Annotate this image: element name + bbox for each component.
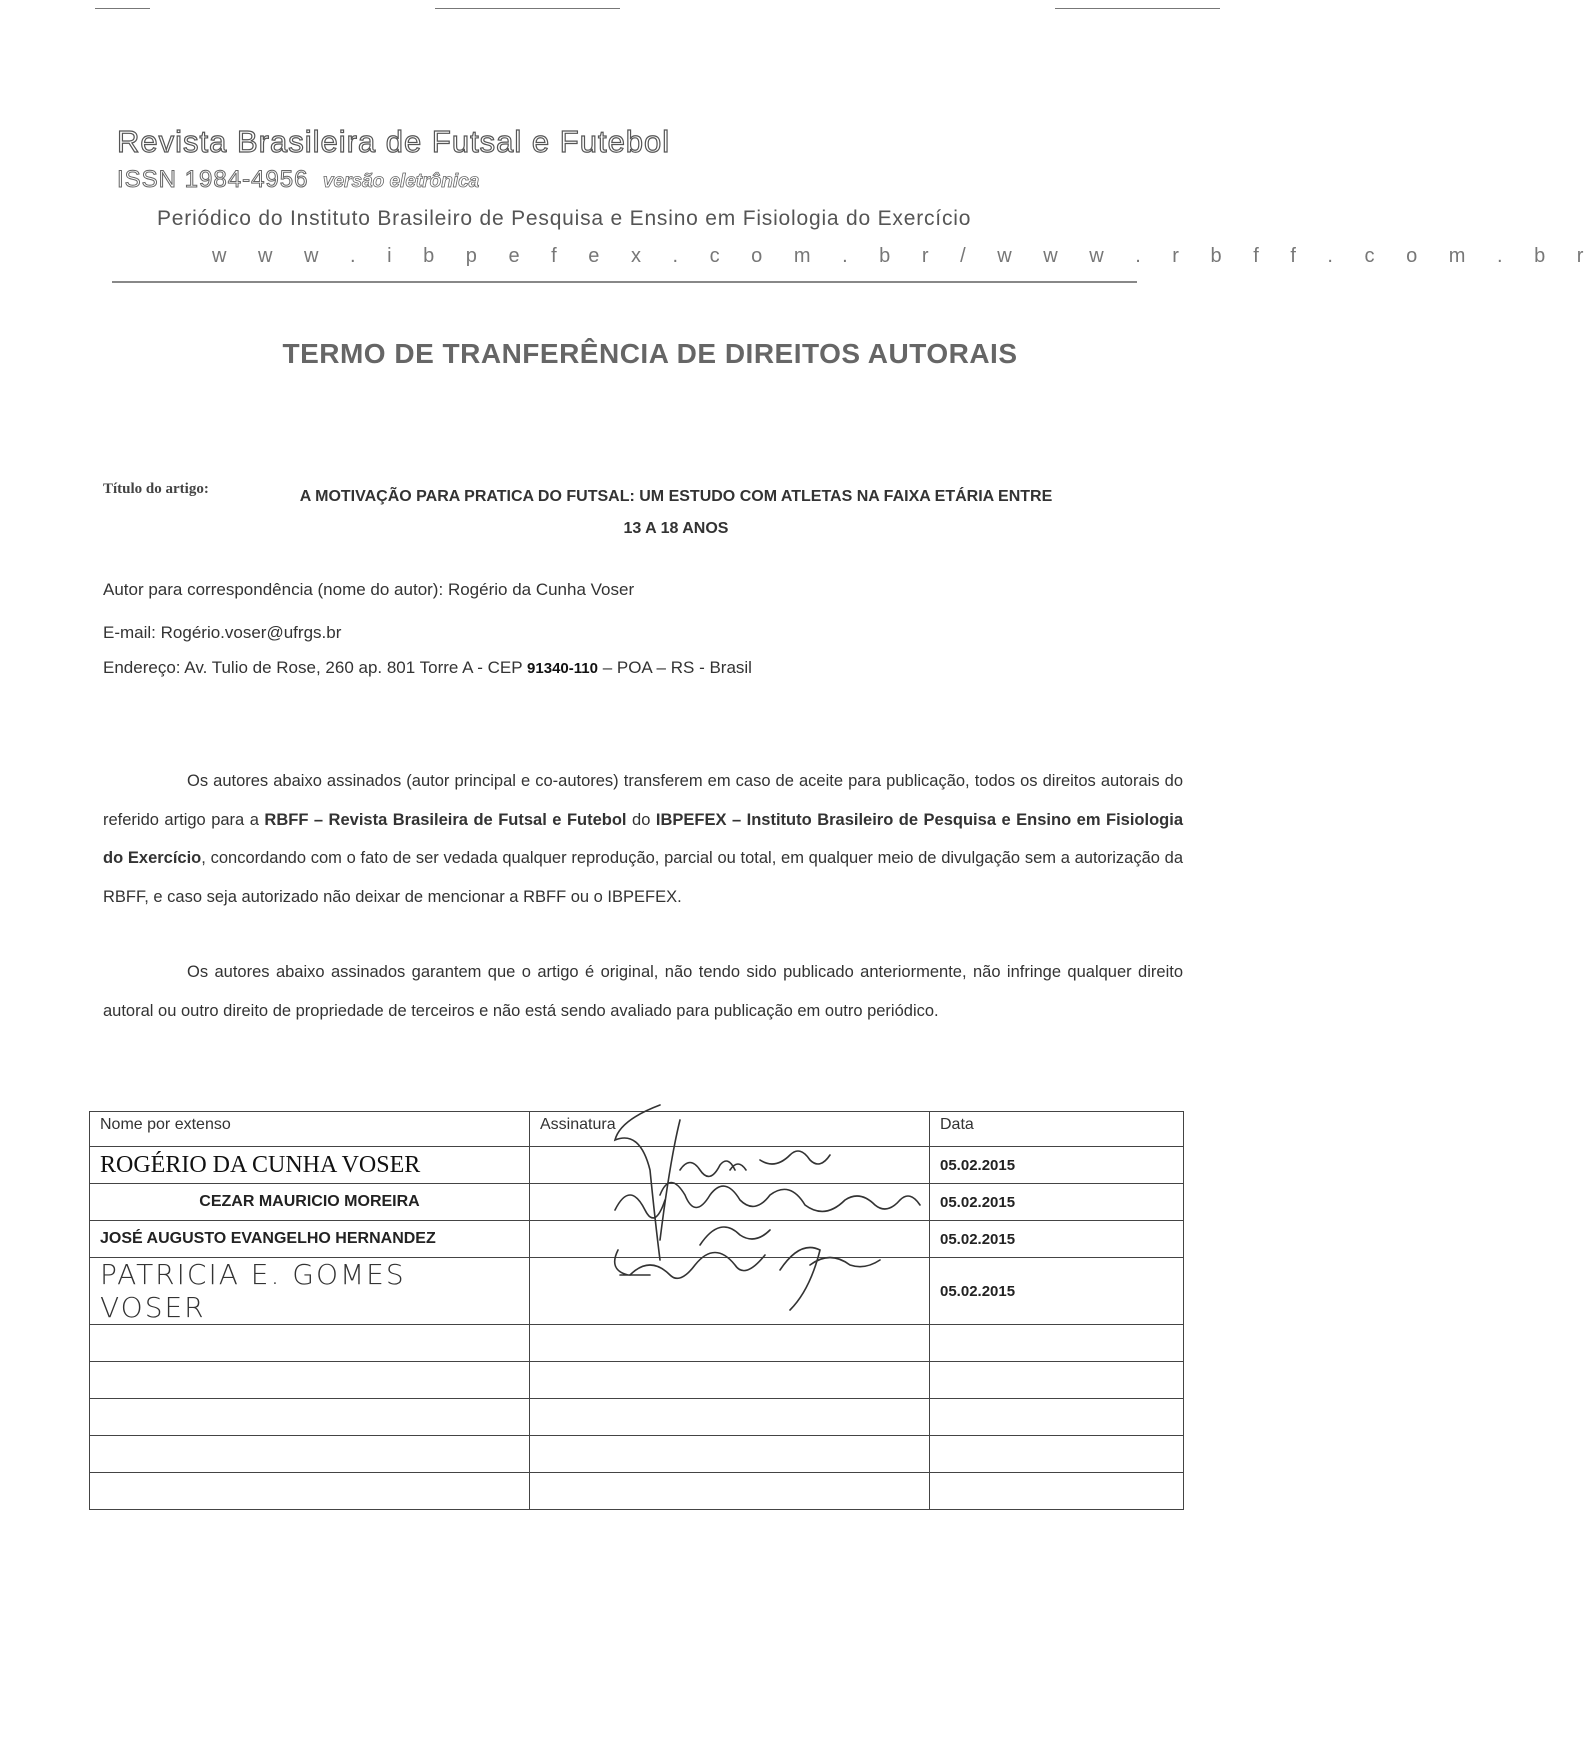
signature-table [89, 1111, 1184, 1510]
email-label: E-mail: [103, 623, 156, 642]
header-name: Nome por extenso [90, 1112, 530, 1147]
article-title-label: Título do artigo: [103, 481, 209, 497]
row-name: CEZAR MAURICIO MOREIRA [90, 1184, 530, 1221]
scan-line-left [95, 8, 150, 9]
address-part2: – POA – RS - Brasil [602, 658, 752, 677]
email-line [103, 623, 341, 643]
websites: w w w . i b p e f e x . c o m . b r / w w w . r b f f . c o m . b r [212, 245, 1596, 267]
scan-line-right [1055, 8, 1220, 9]
address-line [103, 658, 752, 678]
header-date: Data [930, 1112, 1184, 1147]
issn-row [117, 166, 479, 194]
p1-rbff: RBFF – Revista Brasileira de Futsal e Futebol [264, 810, 627, 829]
table-row [90, 1147, 1184, 1184]
journal-name: Revista Brasileira de Futsal e Futebol [117, 124, 671, 159]
table-row [90, 1221, 1184, 1258]
p1-ibpefex: IBPEFEX – Instituto Brasileiro de Pesquisa e Ensino em Fisiologia do Exercício [103, 810, 1183, 867]
issn-version: versão eletrônica [322, 171, 480, 192]
p1-text-b: do [632, 810, 651, 829]
row-date: 05.02.2015 [930, 1184, 1184, 1221]
p2-text: Os autores abaixo assinados garantem que o artigo é original, não tendo sido publicado anteriormente, não infringe qualquer direito autoral ou outro direito de propriedade de terceiros e não está sendo avaliado para publicação em outro periódico. [103, 963, 1183, 1020]
address-label: Endereço: [103, 658, 181, 677]
row-signature [530, 1221, 930, 1258]
scan-line-mid [435, 8, 620, 9]
row-name: JOSÉ AUGUSTO EVANGELHO HERNANDEZ [90, 1221, 530, 1258]
email-value: Rogério.voser@ufrgs.br [160, 623, 342, 642]
paragraph-transfer [103, 762, 1183, 916]
row-name: ROGÉRIO DA CUNHA VOSER [90, 1147, 530, 1184]
table-header-row [90, 1112, 1184, 1147]
header-signature: Assinatura [530, 1112, 930, 1147]
p1-text-c: , concordando com o fato de ser vedada qualquer reprodução, parcial ou total, em qualquer meio de divulgação sem a autorização da RBFF, e caso seja autorizado não deixar de mencionar a RBFF ou o IBPEFEX. [103, 849, 1184, 906]
table-row-empty [90, 1325, 1184, 1362]
article-title [271, 481, 1081, 545]
article-title-line1: A MOTIVAÇÃO PARA PRATICA DO FUTSAL: UM ESTUDO COM ATLETAS NA FAIXA ETÁRIA ENTRE [299, 488, 1053, 505]
table-row-empty [90, 1473, 1184, 1510]
table-row-empty [90, 1362, 1184, 1399]
author-name: Rogério da Cunha Voser [447, 580, 635, 599]
author-label: Autor para correspondência (nome do autor): [103, 580, 444, 599]
table-row-empty [90, 1399, 1184, 1436]
row-name: PATRICIA E. GOMES VOSER [90, 1258, 530, 1325]
address-part1: Av. Tulio de Rose, 260 ap. 801 Torre A - CEP [184, 658, 523, 677]
address-cep: 91340-110 [527, 660, 598, 677]
p1-text-a: Os autores abaixo assinados (autor principal e co-autores) transferem em caso de aceite para publicação, todos os direitos autorais do referido artigo para a [103, 772, 1183, 829]
row-date: 05.02.2015 [930, 1147, 1184, 1184]
periodico-subtitle: Periódico do Instituto Brasileiro de Pesquisa e Ensino em Fisiologia do Exercício [157, 207, 972, 230]
row-date: 05.02.2015 [930, 1258, 1184, 1325]
table-row-empty [90, 1436, 1184, 1473]
article-title-line2: 13 A 18 ANOS [623, 520, 729, 537]
row-date: 05.02.2015 [930, 1221, 1184, 1258]
table-row [90, 1184, 1184, 1221]
table-row [90, 1258, 1184, 1325]
row-signature [530, 1184, 930, 1221]
header-divider [112, 281, 1137, 283]
row-signature [530, 1258, 930, 1325]
author-line [103, 580, 634, 600]
paragraph-originality [103, 953, 1183, 1030]
issn: ISSN 1984-4956 [117, 166, 309, 193]
document-title: TERMO DE TRANFERÊNCIA DE DIREITOS AUTORAIS [282, 338, 1018, 369]
row-signature [530, 1147, 930, 1184]
